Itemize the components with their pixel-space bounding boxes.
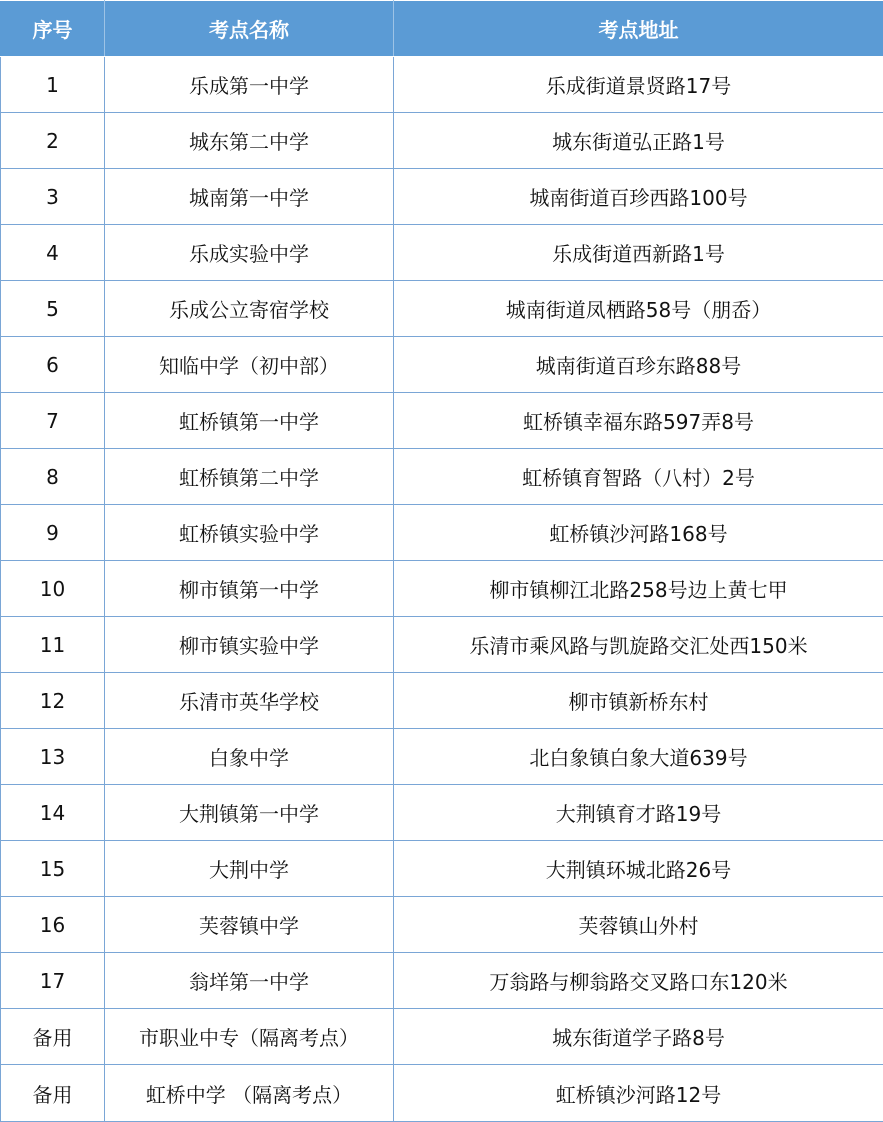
header-index: 序号 [1, 1, 105, 57]
cell-site-address: 大荆镇育才路19号 [394, 785, 883, 841]
cell-index: 1 [1, 57, 105, 113]
table-body [1, 57, 883, 1122]
cell-site-address: 万翁路与柳翁路交叉路口东120米 [394, 953, 883, 1009]
cell-site-address: 虹桥镇育智路（八村）2号 [394, 449, 883, 505]
table-row [1, 561, 883, 617]
cell-site-name: 城南第一中学 [105, 169, 394, 225]
table-header [1, 1, 883, 57]
table-row [1, 169, 883, 225]
cell-site-address: 乐成街道景贤路17号 [394, 57, 883, 113]
cell-site-name: 柳市镇第一中学 [105, 561, 394, 617]
cell-site-name: 乐成公立寄宿学校 [105, 281, 394, 337]
cell-site-address: 城东街道学子路8号 [394, 1009, 883, 1065]
table-row [1, 393, 883, 449]
cell-site-address: 虹桥镇沙河路12号 [394, 1065, 883, 1122]
cell-site-name: 白象中学 [105, 729, 394, 785]
header-site-address: 考点地址 [394, 1, 883, 57]
cell-site-address: 乐成街道西新路1号 [394, 225, 883, 281]
cell-site-address: 大荆镇环城北路26号 [394, 841, 883, 897]
table-row [1, 897, 883, 953]
cell-site-address: 虹桥镇幸福东路597弄8号 [394, 393, 883, 449]
cell-site-name: 翁垟第一中学 [105, 953, 394, 1009]
cell-site-name: 虹桥镇第二中学 [105, 449, 394, 505]
cell-index: 12 [1, 673, 105, 729]
cell-site-name: 虹桥镇实验中学 [105, 505, 394, 561]
cell-site-name: 市职业中专（隔离考点） [105, 1009, 394, 1065]
header-site-name: 考点名称 [105, 1, 394, 57]
cell-index: 15 [1, 841, 105, 897]
cell-index: 17 [1, 953, 105, 1009]
table-row [1, 1009, 883, 1065]
cell-site-address: 乐清市乘风路与凯旋路交汇处西150米 [394, 617, 883, 673]
cell-site-name: 虹桥中学 （隔离考点） [105, 1065, 394, 1122]
cell-site-name: 大荆镇第一中学 [105, 785, 394, 841]
table-row [1, 1065, 883, 1122]
cell-index: 8 [1, 449, 105, 505]
cell-site-address: 城南街道凤栖路58号（朋岙） [394, 281, 883, 337]
cell-site-name: 柳市镇实验中学 [105, 617, 394, 673]
cell-index: 4 [1, 225, 105, 281]
table-row [1, 617, 883, 673]
table-row [1, 225, 883, 281]
cell-index: 备用 [1, 1009, 105, 1065]
cell-index: 5 [1, 281, 105, 337]
cell-site-address: 城南街道百珍西路100号 [394, 169, 883, 225]
cell-index: 9 [1, 505, 105, 561]
cell-index: 10 [1, 561, 105, 617]
cell-site-name: 乐成第一中学 [105, 57, 394, 113]
cell-site-address: 柳市镇柳江北路258号边上黄七甲 [394, 561, 883, 617]
cell-site-name: 城东第二中学 [105, 113, 394, 169]
cell-index: 3 [1, 169, 105, 225]
cell-site-address: 芙蓉镇山外村 [394, 897, 883, 953]
cell-site-address: 城东街道弘正路1号 [394, 113, 883, 169]
cell-site-name: 乐清市英华学校 [105, 673, 394, 729]
cell-site-address: 虹桥镇沙河路168号 [394, 505, 883, 561]
cell-site-address: 柳市镇新桥东村 [394, 673, 883, 729]
cell-site-address: 北白象镇白象大道639号 [394, 729, 883, 785]
cell-index: 6 [1, 337, 105, 393]
cell-index: 13 [1, 729, 105, 785]
table-row [1, 785, 883, 841]
table-row [1, 113, 883, 169]
table-row [1, 337, 883, 393]
cell-site-name: 乐成实验中学 [105, 225, 394, 281]
table-row [1, 953, 883, 1009]
cell-site-name: 大荆中学 [105, 841, 394, 897]
cell-site-address: 城南街道百珍东路88号 [394, 337, 883, 393]
header-row [1, 1, 883, 57]
table-row [1, 505, 883, 561]
table-row [1, 729, 883, 785]
table-row [1, 57, 883, 113]
cell-index: 16 [1, 897, 105, 953]
cell-index: 11 [1, 617, 105, 673]
cell-index: 14 [1, 785, 105, 841]
table-row [1, 449, 883, 505]
table-row [1, 281, 883, 337]
table-row [1, 673, 883, 729]
table-row [1, 841, 883, 897]
cell-site-name: 虹桥镇第一中学 [105, 393, 394, 449]
cell-site-name: 知临中学（初中部） [105, 337, 394, 393]
cell-index: 备用 [1, 1065, 105, 1122]
cell-site-name: 芙蓉镇中学 [105, 897, 394, 953]
cell-index: 2 [1, 113, 105, 169]
cell-index: 7 [1, 393, 105, 449]
